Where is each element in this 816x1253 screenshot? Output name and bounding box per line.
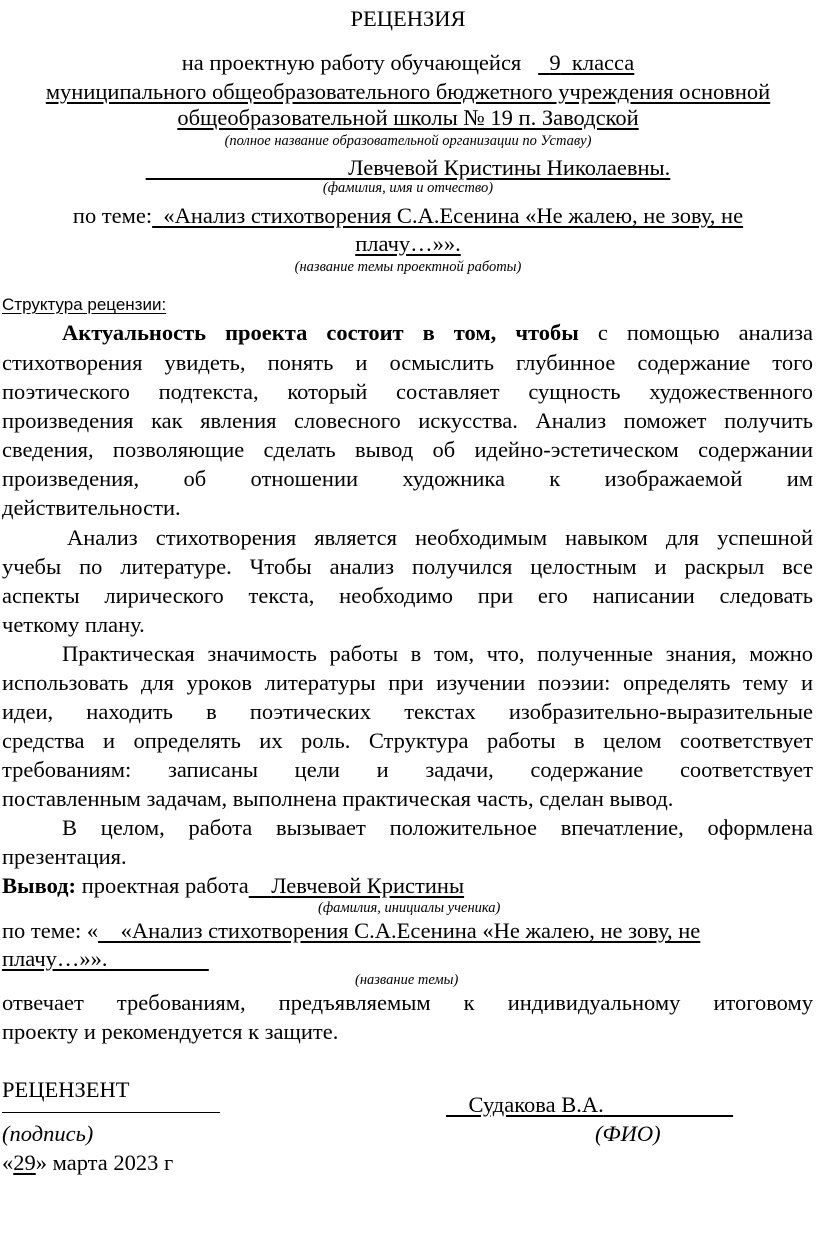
paragraph3-line-6: поставленным задачам, выполнена практическая часть, сделан вывод. <box>2 786 674 811</box>
conclusion-topic-line-2: плачу…»». <box>2 946 108 971</box>
school-line-2: общеобразовательной школы № 19 п. Заводской <box>177 105 639 130</box>
conclusion-line <box>2 873 464 899</box>
grade-value: 9 класса <box>549 50 635 75</box>
conclusion-result-line-2: проекту и рекомендуется к защите. <box>2 1019 339 1044</box>
paragraph1-line-4: произведения как явления словесного искусства. Анализ поможет получить <box>2 408 813 433</box>
fio-caption: (ФИО) <box>595 1121 661 1146</box>
intro-line <box>0 50 816 76</box>
topic-prefix: по теме: <box>72 203 153 228</box>
review-date: «29» марта 2023 г <box>2 1150 174 1175</box>
paragraph1-line-3: поэтического подтекста, который составляет сущность художественного <box>2 379 813 404</box>
paragraph1-bold: Актуальность проекта состоит в том, чтобы <box>62 320 579 345</box>
paragraph3-line-2: использовать для уроков литературы при изучении поэзии: определять тему и <box>2 670 813 695</box>
student-caption: (фамилия, имя и отчество) <box>322 180 494 196</box>
document-title: РЕЦЕНЗИЯ <box>350 6 466 31</box>
paragraph1-line-7: действительности. <box>2 495 181 520</box>
paragraph1-line-5: сведения, позволяющие сделать вывод об идейно-эстетическом содержании <box>2 437 813 462</box>
paragraph1-line-1: Актуальность проекта состоит в том, чтобы с помощью анализа <box>62 320 814 345</box>
intro-prefix: на проектную работу обучающейся <box>181 50 522 75</box>
topic-line-1 <box>0 203 816 229</box>
conclusion-topic-line-1: по теме: « «Анализ стихотворения С.А.Есенина «Не жалею, не зову, не <box>2 918 701 943</box>
conclusion-name-caption: (фамилия, инициалы ученика) <box>318 900 501 916</box>
paragraph2-line-4: четкому плану. <box>2 612 145 637</box>
conclusion-result-line-1: отвечает требованиям, предъявляемым к индивидуальному итоговому <box>2 990 813 1015</box>
paragraph3-line-5: требованиям: записаны цели и задачи, содержание соответствует <box>2 757 813 782</box>
paragraph2-line-3: аспекты лирического текста, необходимо при его написании следовать <box>2 583 813 608</box>
date-day: 29 <box>13 1150 36 1175</box>
school-line-1: муниципального общеобразовательного бюджетного учреждения основной <box>45 79 771 104</box>
paragraph4-line-1: В целом, работа вызывает положительное впечатление, оформлена <box>62 815 813 840</box>
paragraph3-line-3: идеи, находить в поэтических текстах изобразительно-выразительные <box>2 699 813 724</box>
paragraph3-line-4: средства и определять их роль. Структура работы в целом соответствует <box>2 728 813 753</box>
paragraph2-line-2: учебы по литературе. Чтобы анализ получился целостным и раскрыл все <box>2 554 813 579</box>
conclusion-topic-caption: (название темы) <box>355 972 459 988</box>
paragraph1-line-6: произведения, об отношении художника к изображаемой им <box>2 466 813 491</box>
reviewer-name: Судакова В.А. <box>468 1092 604 1117</box>
signature-line <box>2 1112 220 1113</box>
reviewer-name-line <box>446 1092 733 1118</box>
topic-caption: (название темы проектной работы) <box>294 259 522 275</box>
paragraph1-line-2: стихотворения увидеть, понять и осмыслить глубинное содержание того <box>2 350 813 375</box>
student-name: Левчевой Кристины Николаевны. <box>348 155 671 180</box>
reviewer-heading: РЕЦЕНЗЕНТ <box>2 1077 130 1102</box>
conclusion-text: проектная работа <box>81 873 249 898</box>
conclusion-student-name: Левчевой Кристины <box>271 873 465 898</box>
conclusion-topic-text-1: «Анализ стихотворения С.А.Есенина «Не жалею, не зову, не <box>120 918 701 943</box>
topic-line-2: плачу…»». <box>355 231 461 256</box>
conclusion-label: Вывод: <box>2 873 77 898</box>
structure-heading: Структура рецензии: <box>2 295 167 314</box>
topic-text-1: «Анализ стихотворения С.А.Есенина «Не жалею, не зову, не <box>163 203 744 228</box>
student-name-line <box>0 155 816 181</box>
paragraph4-line-2: презентация. <box>2 844 127 869</box>
paragraph3-line-1: Практическая значимость работы в том, что, полученные знания, можно <box>62 641 813 666</box>
school-caption: (полное название образовательной организации по Уставу) <box>224 133 592 149</box>
paragraph2-line-1: Анализ стихотворения является необходимым навыком для успешной <box>67 525 813 550</box>
signature-caption: (подпись) <box>2 1121 94 1146</box>
